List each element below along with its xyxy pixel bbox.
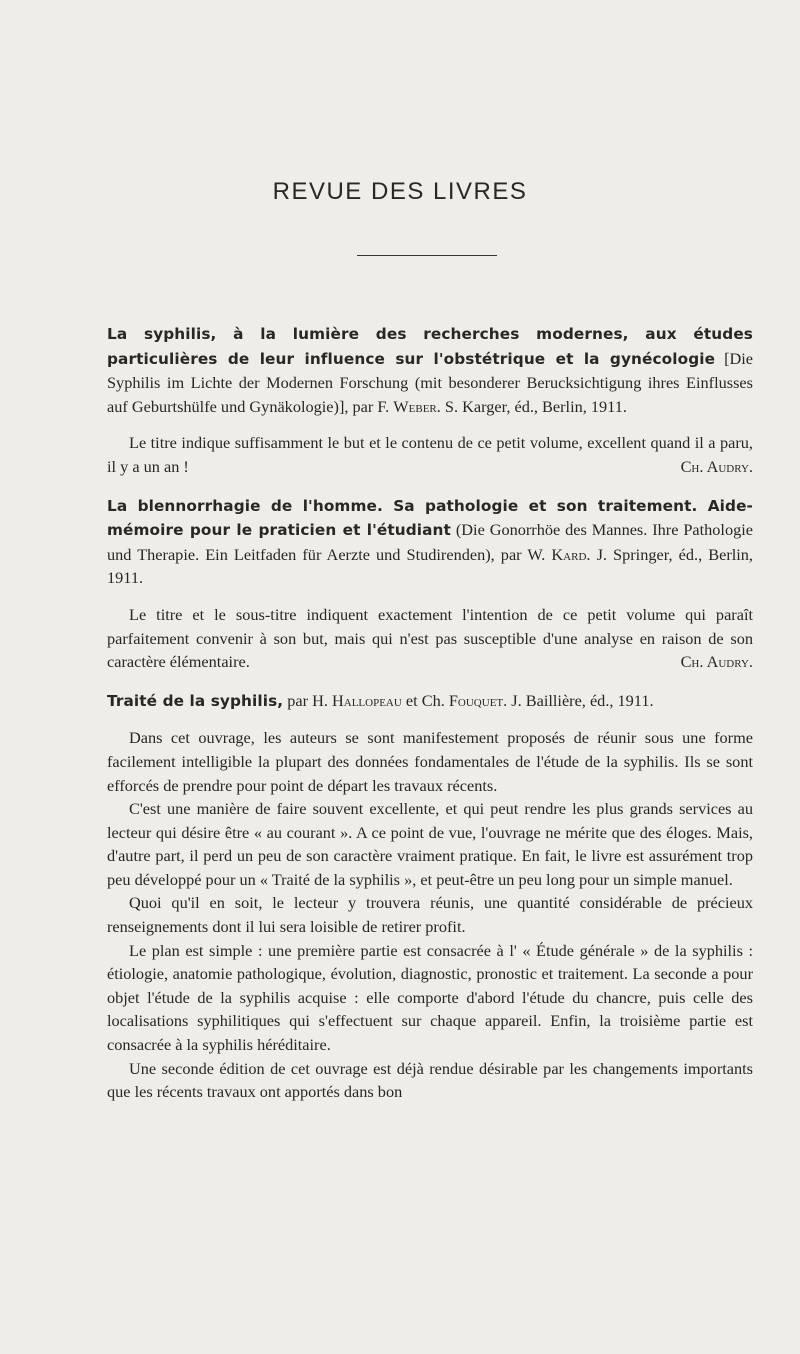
review-1-signature: Ch. Audry. bbox=[680, 456, 753, 476]
review-3-paragraph-1: Dans cet ouvrage, les auteurs se sont manifestement proposés de réunir sous une forme facilement intelligible la plupart des données fondamentales de l'étude de la syphilis. Ils se sont efforcés de prendre pour point de départ les travaux récents. bbox=[107, 728, 753, 795]
review-1-body-text: Le titre indique suffisamment le but et le contenu de ce petit volume, excellent quand il a paru, il y a un an ! bbox=[107, 433, 753, 476]
review-3-paragraph-3: Quoi qu'il en soit, le lecteur y trouvera réunis, une quantité considérable de précieux renseignements dont il lui sera loisible de retirer profit. bbox=[107, 893, 753, 937]
review-2-author: Kard bbox=[551, 544, 587, 564]
review-1-reference bbox=[107, 322, 753, 418]
review-3-title: Traité de la syphilis, bbox=[107, 691, 284, 710]
review-3-author: Hallopeau bbox=[332, 690, 402, 710]
review-3-paragraph-2: C'est une manière de faire souvent excellente, et qui peut rendre les plus grands services au lecteur qui désire être « au courant ». A ce point de vue, l'ouvrage ne mérite que des éloges. Mais, d'autre part, il perd un peu de son caractère vraiment pratique. En fait, le livre est assurément trop peu développé pour un « Traité de la syphilis », et peut-être un peu long pour un simple manuel. bbox=[107, 799, 753, 889]
review-2-details-b: . J. Springer, éd., Berlin, 1911. bbox=[107, 544, 753, 588]
review-2-details-a: (Die Gonorrhöe des Mannes. Ihre Pathologie und Therapie. Ein Leitfaden für Aerzte und Studirenden), par W. bbox=[107, 520, 753, 564]
heading-divider bbox=[357, 255, 497, 256]
review-3-paragraph-5: Une seconde édition de cet ouvrage est déjà rendue désirable par les changements importants que les récents travaux ont apportés dans bon bbox=[107, 1058, 753, 1102]
review-2-reference bbox=[107, 494, 753, 590]
review-2-title: La blennorrhagie de l'homme. Sa pathologie et son traitement. Aide-mémoire pour le praticien et l'étudiant bbox=[107, 496, 753, 540]
review-3-details-b: . J. Baillière, éd., 1911. bbox=[503, 690, 654, 710]
review-3-details-a: par H. bbox=[283, 690, 333, 710]
review-1-body bbox=[107, 431, 753, 478]
text-column bbox=[107, 322, 753, 1104]
review-3-author-2: Fouquet bbox=[448, 690, 504, 710]
review-2-body bbox=[107, 603, 753, 674]
review-1-author: Weber bbox=[393, 396, 437, 416]
review-2-body-text: Le titre et le sous-titre indiquent exactement l'intention de ce petit volume qui paraît parfaitement convenir à son but, mais qui n'est pas susceptible d'une analyse en raison de son caractère élémentaire. bbox=[107, 604, 753, 672]
section-heading: REVUE DES LIVRES bbox=[272, 178, 528, 205]
review-1-title: La syphilis, à la lumière des recherches modernes, aux études particulières de leur influence sur l'obstétrique et la gynécologie bbox=[107, 325, 753, 368]
review-1-details-a: [Die Syphilis im Lichte der Modernen Forschung (mit besonderer Berucksichtigung ihres Einflusses auf Geburtshülfe und Gynäkologie)], par F. bbox=[107, 348, 754, 416]
review-2-signature: Ch. Audry. bbox=[680, 652, 753, 672]
review-1-details-b: . S. Karger, éd., Berlin, 1911. bbox=[436, 396, 627, 416]
review-3-reference bbox=[107, 689, 753, 714]
review-3-details-mid: et Ch. bbox=[401, 690, 449, 710]
review-3-paragraph-4: Le plan est simple : une première partie est consacrée à l' « Étude générale » de la syphilis : étiologie, anatomie pathologique, évolution, diagnostic, pronostic et traitement. La seconde a pour objet l'étude de la syphilis acquise : elle comporte d'abord l'étude du chancre, puis celle des localisations syphilitiques qui s'effectuent sur chaque appareil. Enfin, la troisième partie est consacrée à la syphilis héréditaire. bbox=[107, 940, 753, 1055]
